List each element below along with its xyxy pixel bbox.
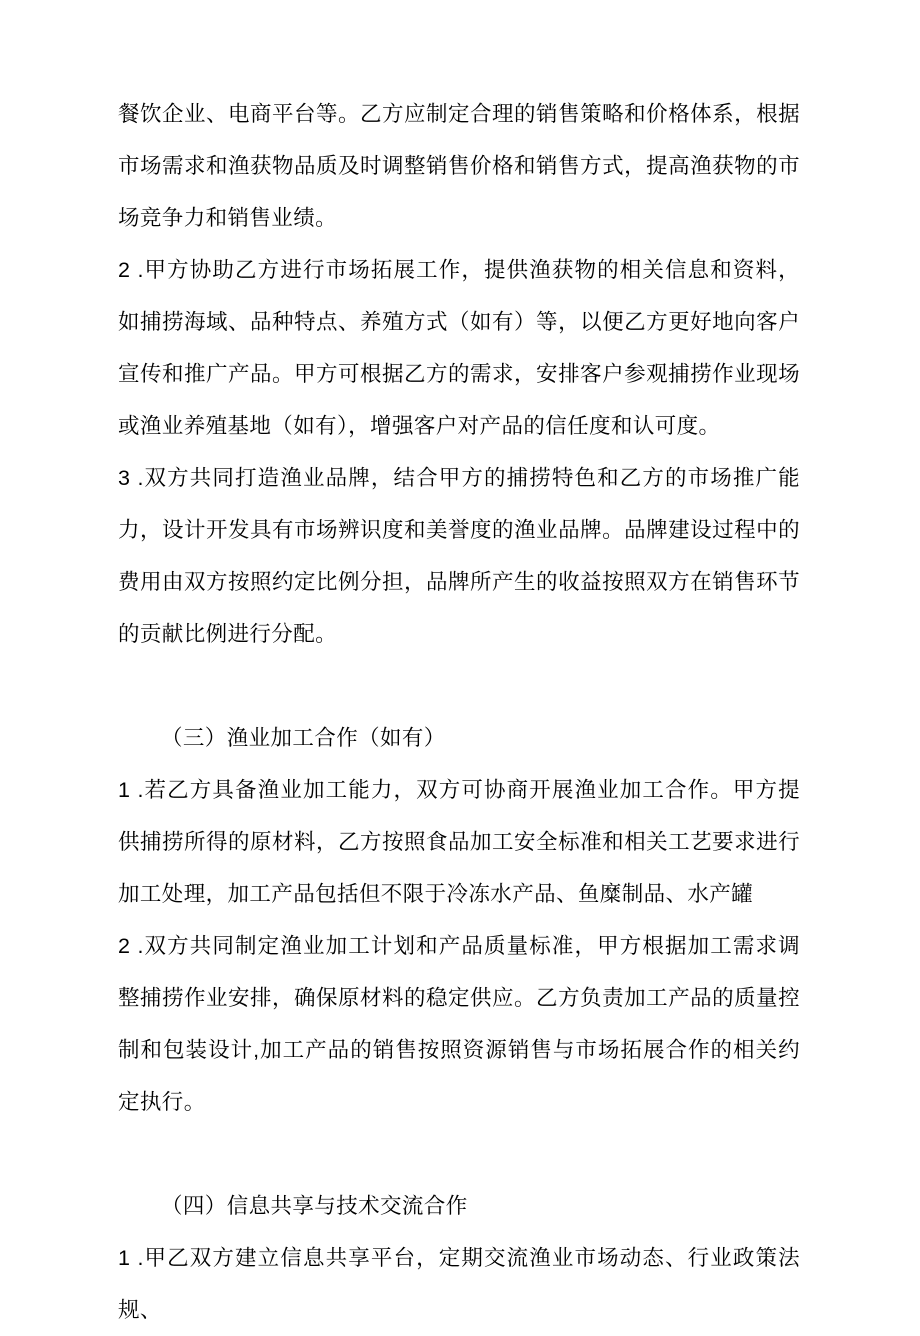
paragraph: 1 .若乙方具备渔业加工能力，双方可协商开展渔业加工合作。甲方提供捕捞所得的原材料，乙方按照食品加工安全标准和相关工艺要求进行加工处理，加工产品包括但不限于冷冻水产品、鱼糜制品、水产罐 bbox=[118, 778, 800, 906]
paragraph: 1 .甲乙双方建立信息共享平台，定期交流渔业市场动态、行业政策法规、 bbox=[118, 1246, 800, 1322]
section-heading-fishery-processing: （三）渔业加工合作（如有） bbox=[161, 726, 446, 750]
paragraph-spacer bbox=[118, 660, 800, 712]
section-heading-info-sharing: （四）信息共享与技术交流合作 bbox=[161, 1194, 468, 1218]
paragraph: 餐饮企业、电商平台等。乙方应制定合理的销售策略和价格体系，根据市场需求和渔获物品质及时调整销售价格和销售方式，提高渔获物的市场竞争力和销售业绩。 bbox=[118, 102, 800, 230]
paragraph: 2 .双方共同制定渔业加工计划和产品质量标准，甲方根据加工需求调整捕捞作业安排，确保原材料的稳定供应。乙方负责加工产品的质量控制和包装设计,加工产品的销售按照资源销售与市场拓展合作的相关约定执行。 bbox=[118, 934, 800, 1114]
paragraph: 2 .甲方协助乙方进行市场拓展工作，提供渔获物的相关信息和资料，如捕捞海域、品种特点、养殖方式（如有）等，以便乙方更好地向客户宣传和推广产品。甲方可根据乙方的需求，安排客户参观捕捞作业现场或渔业养殖基地（如有），增强客户对产品的信任度和认可度。 bbox=[118, 258, 800, 438]
paragraph: 3 .双方共同打造渔业品牌，结合甲方的捕捞特色和乙方的市场推广能力，设计开发具有市场辨识度和美誉度的渔业品牌。品牌建设过程中的费用由双方按照约定比例分担，品牌所产生的收益按照双方在销售环节的贡献比例进行分配。 bbox=[118, 466, 800, 646]
paragraph-spacer bbox=[118, 1128, 800, 1180]
document-body bbox=[118, 88, 800, 1336]
